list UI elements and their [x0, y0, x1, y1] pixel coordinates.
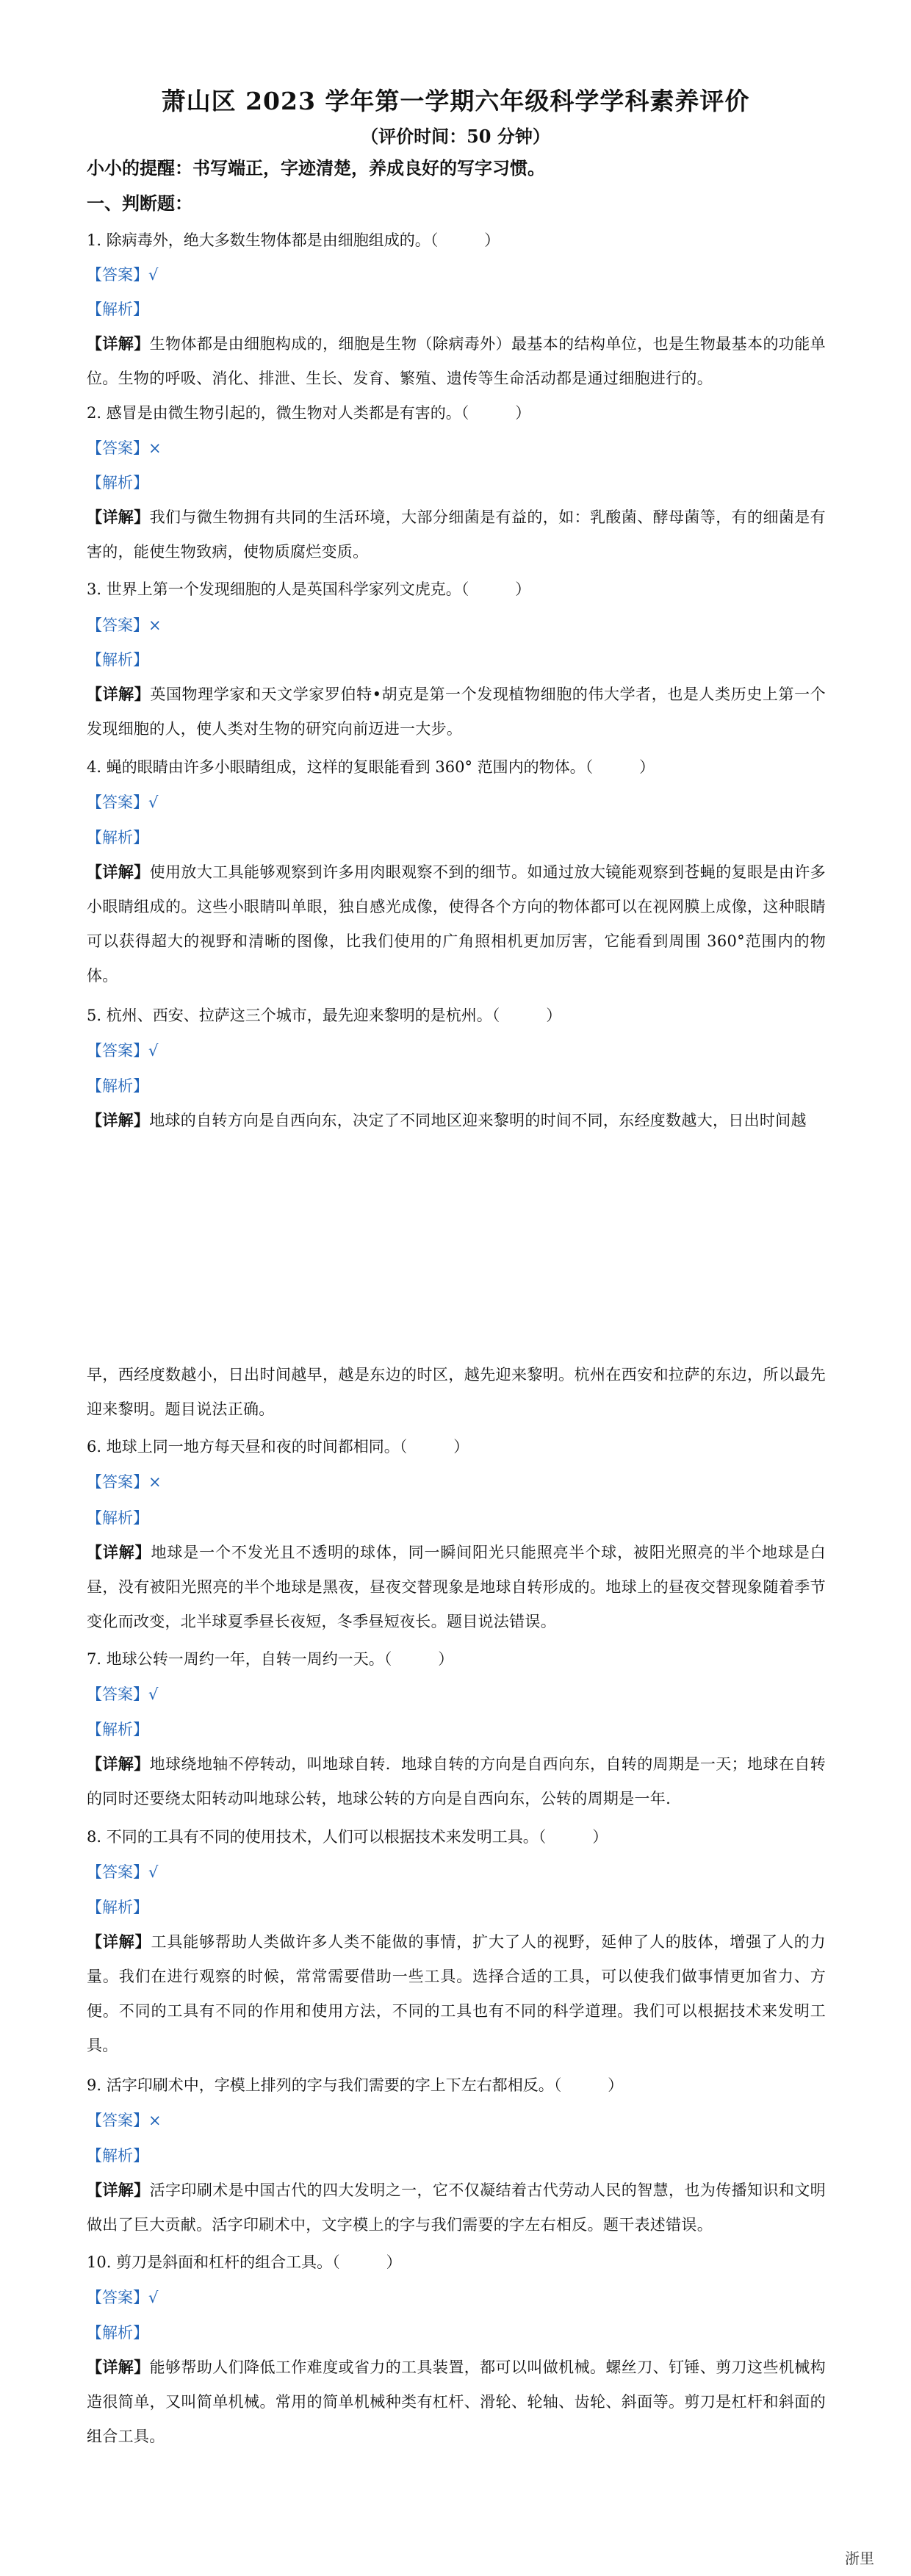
question-9-analysis-label: 【解析】: [87, 2147, 148, 2165]
question-1-analysis-label: 【解析】: [87, 301, 148, 318]
question-2-detail: [87, 500, 826, 569]
question-1-answer: [87, 263, 826, 287]
question-8-detail: [87, 1924, 826, 2063]
detail-label: 【详解】: [87, 334, 150, 353]
question-5-answer: [87, 1039, 826, 1062]
detail-label: 【详解】: [87, 1543, 151, 1561]
question-5-analysis-label: 【解析】: [87, 1077, 148, 1095]
question-9-detail: [87, 2173, 826, 2242]
question-10-detail: [87, 2350, 826, 2454]
detail-text: 生物体都是由细胞构成的，细胞是生物（除病毒外）最基本的结构单位，也是生物最基本的功能单位。生物的呼吸、消化、排泄、生长、发育、繁殖、遗传等生命活动都是通过细胞进行的。: [87, 335, 826, 387]
answer-value: √: [148, 1863, 159, 1881]
detail-text: 我们与微生物拥有共同的生活环境，大部分细菌是有益的，如：乳酸菌、酵母菌等，有的细菌是有害的，能使生物致病，使物质腐烂变质。: [87, 508, 826, 561]
detail-label: 【详解】: [87, 685, 151, 703]
answer-prefix: 【答案】: [87, 2112, 148, 2129]
answer-prefix: 【答案】: [87, 616, 148, 634]
question-1-detail: [87, 326, 826, 396]
question-4-detail: [87, 855, 826, 993]
question-3-detail: [87, 677, 826, 746]
question-10-analysis-label: 【解析】: [87, 2324, 148, 2342]
answer-value: ×: [148, 616, 162, 634]
answer-prefix: 【答案】: [87, 2289, 148, 2306]
answer-value: √: [148, 2289, 159, 2306]
answer-prefix: 【答案】: [87, 1863, 148, 1881]
detail-text: 工具能够帮助人类做许多人类不能做的事情，扩大了人的视野，延伸了人的肢体，增强了人的力量。我们在进行观察的时候，常常需要借助一些工具。选择合适的工具，可以使我们做事情更加省力、方便。不同的工具有不同的作用和使用方法，不同的工具也有不同的科学道理。我们可以根据技术来发明工具。: [87, 1933, 826, 2054]
answer-value: √: [148, 266, 159, 284]
detail-label: 【详解】: [87, 863, 150, 881]
detail-label: 【详解】: [87, 1111, 150, 1129]
question-7-answer: [87, 1683, 826, 1706]
answer-prefix: 【答案】: [87, 1685, 148, 1703]
question-3-analysis-label: 【解析】: [87, 651, 148, 669]
question-7-stem: 7. 地球公转一周约一年，自转一周约一天。（ ）: [87, 1650, 454, 1668]
question-4-analysis-label: 【解析】: [87, 829, 148, 846]
question-5-detail-continued: 早，西经度数越小，日出时间越早，越是东边的时区，越先迎来黎明。杭州在西安和拉萨的东边，所以最先迎来黎明。题目说法正确。: [87, 1366, 826, 1418]
answer-prefix: 【答案】: [87, 266, 148, 284]
answer-value: √: [148, 1685, 159, 1703]
detail-label: 【详解】: [87, 2358, 150, 2376]
question-7-detail: [87, 1746, 826, 1816]
question-2-answer: [87, 436, 826, 460]
question-8-answer: [87, 1860, 826, 1884]
question-4-stem: 4. 蝇的眼睛由许多小眼睛组成，这样的复眼能看到 360° 范围内的物体。（ ）: [87, 758, 655, 776]
detail-label: 【详解】: [87, 2181, 150, 2199]
question-4-answer: [87, 791, 826, 814]
detail-text: 活字印刷术是中国古代的四大发明之一，它不仅凝结着古代劳动人民的智慧，也为传播知识和文明做出了巨大贡献。活字印刷术中，文字模上的字与我们需要的字左右相反。题干表述错误。: [87, 2181, 826, 2234]
answer-value: √: [148, 794, 159, 811]
question-5-stem: 5. 杭州、西安、拉萨这三个城市，最先迎来黎明的是杭州。（ ）: [87, 1007, 562, 1024]
document-title: 萧山区 2023 学年第一学期六年级科学学科素养评价: [161, 87, 750, 115]
answer-value: ×: [148, 439, 162, 457]
question-8-stem: 8. 不同的工具有不同的使用技术，人们可以根据技术来发明工具。（ ）: [87, 1828, 608, 1846]
answer-prefix: 【答案】: [87, 794, 148, 811]
question-6-answer: [87, 1470, 826, 1494]
question-10-answer: [87, 2286, 826, 2309]
question-8-analysis-label: 【解析】: [87, 1899, 148, 1916]
question-5-detail: [87, 1103, 826, 1138]
question-1-stem: 1. 除病毒外，绝大多数生物体都是由细胞组成的。（ ）: [87, 231, 500, 249]
detail-label: 【详解】: [87, 508, 150, 526]
detail-text: 地球是一个不发光且不透明的球体，同一瞬间阳光只能照亮半个球，被阳光照亮的半个地球是白昼，没有被阳光照亮的半个地球是黑夜，昼夜交替现象是地球自转形成的。地球上的昼夜交替现象随着季节变化而改变，北半球夏季昼长夜短，冬季昼短夜长。题目说法错误。: [87, 1544, 826, 1630]
question-6-detail: [87, 1535, 826, 1639]
watermark-text: 浙里: [845, 2550, 874, 2567]
detail-label: 【详解】: [87, 1755, 150, 1773]
detail-text: 英国物理学家和天文学家罗伯特•胡克是第一个发现植物细胞的伟大学者，也是人类历史上第一个发现细胞的人，使人类对生物的研究向前迈进一大步。: [87, 686, 826, 738]
question-2-stem: 2. 感冒是由微生物引起的，微生物对人类都是有害的。（ ）: [87, 404, 531, 422]
exam-duration: （评价时间：50 分钟）: [361, 126, 550, 147]
question-10-stem: 10. 剪刀是斜面和杠杆的组合工具。（ ）: [87, 2253, 402, 2271]
detail-text: 使用放大工具能够观察到许多用肉眼观察不到的细节。如通过放大镜能观察到苍蝇的复眼是由许多小眼睛组成的。这些小眼睛叫单眼，独自感光成像，使得各个方向的物体都可以在视网膜上成像，这种眼睛可以获得超大的视野和清晰的图像，比我们使用的广角照相机更加厉害，它能看到周围 360°范围内的物体。: [87, 863, 826, 985]
detail-text: 地球的自转方向是自西向东，决定了不同地区迎来黎明的时间不同，东经度数越大，日出时间越: [149, 1112, 807, 1129]
question-7-analysis-label: 【解析】: [87, 1721, 148, 1738]
answer-value: ×: [148, 1473, 162, 1491]
section-title: 一、判断题：: [87, 193, 192, 214]
answer-prefix: 【答案】: [87, 439, 148, 457]
question-9-stem: 9. 活字印刷术中，字模上排列的字与我们需要的字上下左右都相反。（ ）: [87, 2076, 624, 2094]
answer-prefix: 【答案】: [87, 1042, 148, 1059]
answer-prefix: 【答案】: [87, 1473, 148, 1491]
question-9-answer: [87, 2109, 826, 2132]
question-2-analysis-label: 【解析】: [87, 474, 148, 492]
detail-text: 地球绕地轴不停转动，叫地球自转．地球自转的方向是自西向东，自转的周期是一天；地球在自转的同时还要绕太阳转动叫地球公转，地球公转的方向是自西向东，公转的周期是一年.: [87, 1755, 826, 1807]
reminder-note: 小小的提醒：书写端正，字迹清楚，养成良好的写字习惯。: [87, 157, 545, 179]
answer-value: √: [148, 1042, 159, 1059]
detail-label: 【详解】: [87, 1932, 151, 1951]
answer-value: ×: [148, 2112, 162, 2129]
question-6-analysis-label: 【解析】: [87, 1509, 148, 1527]
question-3-answer: [87, 614, 826, 637]
question-6-stem: 6. 地球上同一地方每天昼和夜的时间都相同。（ ）: [87, 1438, 469, 1456]
detail-text: 能够帮助人们降低工作难度或省力的工具装置，都可以叫做机械。螺丝刀、钉锤、剪刀这些机械构造很简单，又叫简单机械。常用的简单机械种类有杠杆、滑轮、轮轴、齿轮、斜面等。剪刀是杠杆和斜面的组合工具。: [87, 2359, 826, 2445]
question-3-stem: 3. 世界上第一个发现细胞的人是英国科学家列文虎克。（ ）: [87, 580, 531, 598]
